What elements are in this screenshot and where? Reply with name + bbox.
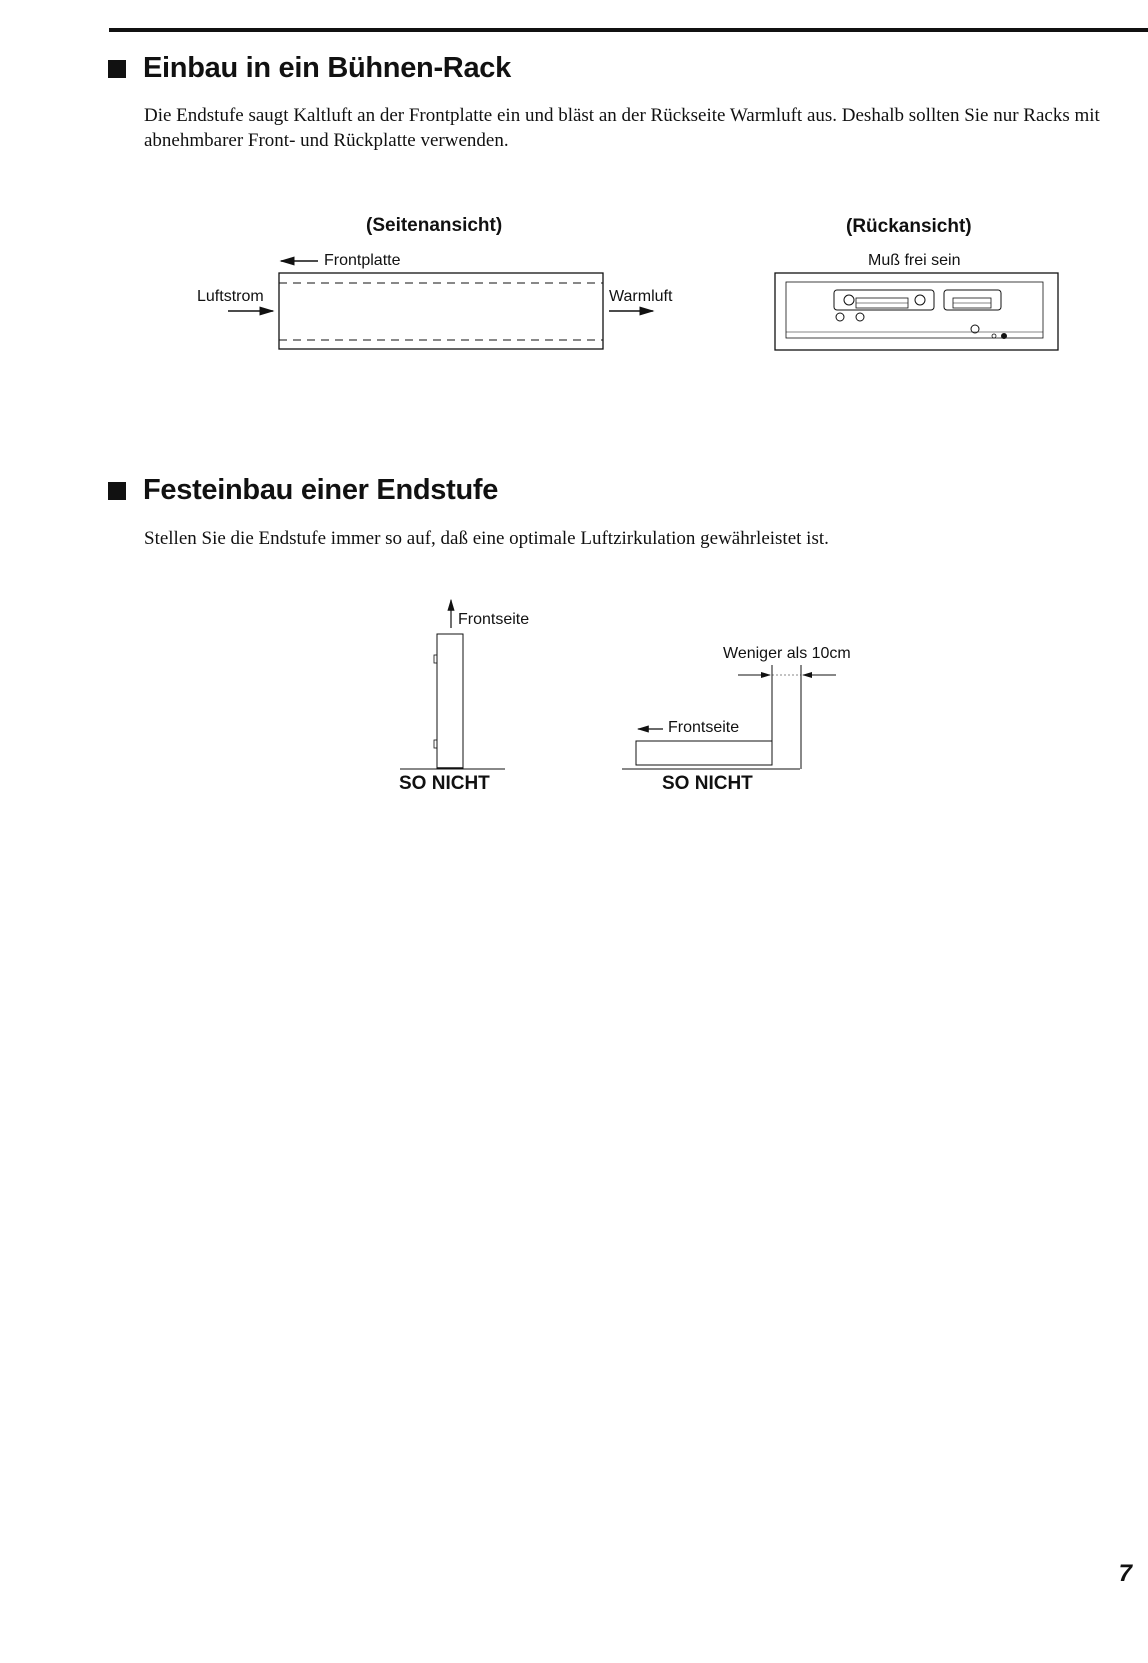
section-body-rack: Die Endstufe saugt Kaltluft an der Frontplatte ein und bläst an der Rückseite Warmluft aus. Deshalb sollten Sie nur Racks mit abnehmbarer Front- und Rückplatte verwenden. [144, 105, 1100, 151]
side-view-title: (Seitenansicht) [366, 215, 503, 236]
front-side-label-left: Frontseite [458, 611, 530, 628]
distance-label: Weniger als 10cm [723, 645, 851, 662]
section-heading-text: Einbau in ein Bühnen-Rack [143, 52, 511, 84]
close-to-wall-drawing [622, 665, 836, 769]
caption-so-nicht-right: SO NICHT [662, 773, 753, 794]
caption-so-nicht-left: SO NICHT [399, 773, 490, 794]
front-panel-label: Frontplatte [324, 252, 401, 269]
rear-clear-note: Muß frei sein [868, 252, 961, 269]
section-heading-text: Festeinbau einer Endstufe [143, 474, 499, 506]
warm-air-label: Warmluft [609, 288, 673, 305]
rear-view-drawing [775, 273, 1058, 350]
rear-view-title: (Rückansicht) [846, 216, 972, 237]
upright-unit-drawing [400, 600, 505, 769]
airflow-label: Luftstrom [197, 288, 264, 305]
side-view-drawing [228, 261, 653, 349]
section-body-fixed-install: Stellen Sie die Endstufe immer so auf, daß eine optimale Luftzirkulation gewährleistet ist. [144, 528, 829, 549]
front-side-label-right: Frontseite [668, 719, 740, 736]
page-number: 7 [1118, 1560, 1132, 1587]
